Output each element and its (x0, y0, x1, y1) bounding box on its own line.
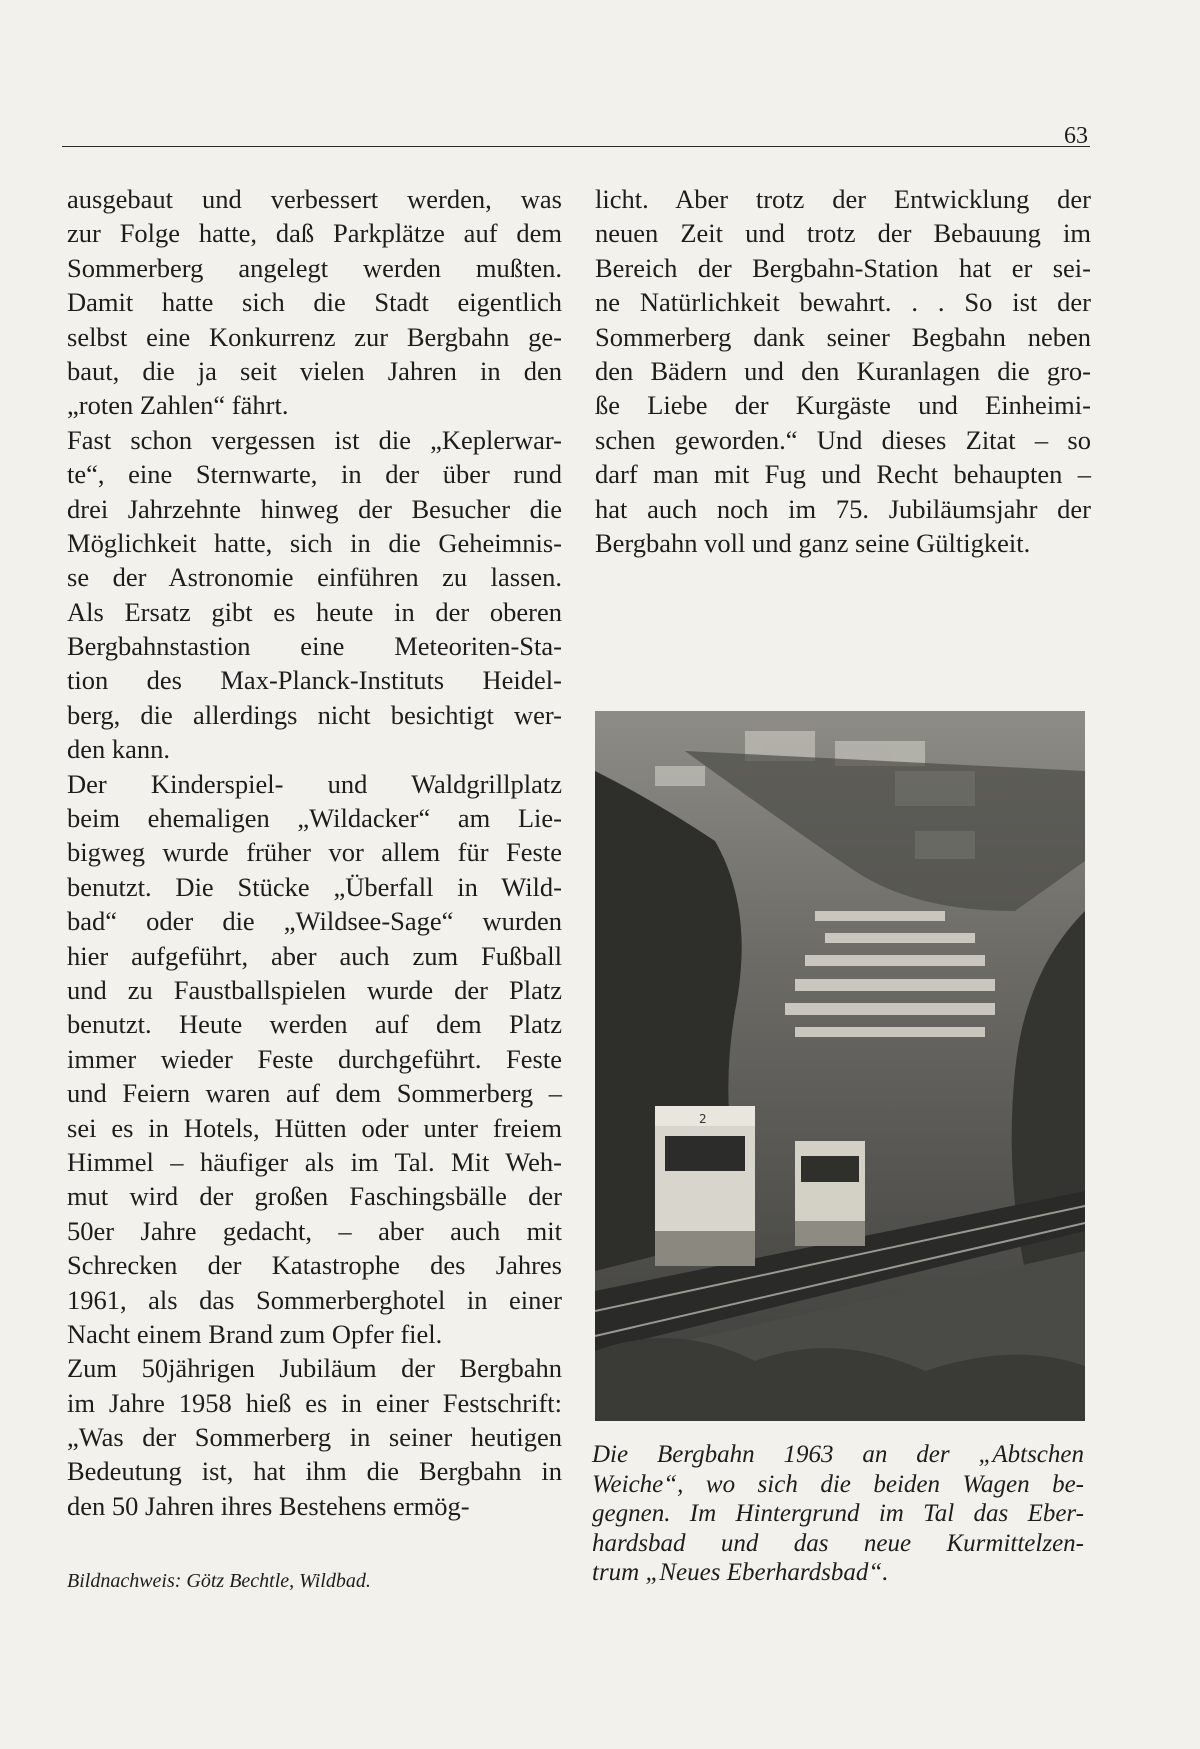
text-line: Sommerberg angelegt werden mußten. (67, 252, 562, 283)
text-line: ausgebaut und verbessert werden, was (67, 184, 562, 214)
text-line: berg, die allerdings nicht besichtigt wer- (67, 699, 562, 730)
left-column (67, 182, 562, 1523)
text-line: 1961, als das Sommerberghotel in einer (67, 1284, 562, 1315)
text-line: Nacht einem Brand zum Opfer fiel. (67, 1318, 443, 1349)
text-line: den 50 Jahren ihres Bestehens ermög- (67, 1490, 470, 1521)
text-line: darf man mit Fug und Recht behaupten – (595, 459, 1091, 490)
text-line: „roten Zahlen“ fährt. (67, 390, 289, 421)
text-line: tion des Max-Planck-Instituts Heidel- (67, 665, 562, 696)
text-line: ne Natürlichkeit bewahrt. . . So ist der (595, 287, 1091, 318)
text-line: se der Astronomie einführen zu lassen. (67, 562, 562, 593)
text-line: „Was der Sommerberg in seiner heutigen (67, 1422, 562, 1453)
text-line: Möglichkeit hatte, sich in die Geheimnis- (67, 527, 562, 558)
caption-line: Weiche“, wo sich die beiden Wagen be- (592, 1470, 1084, 1498)
text-line: bad“ oder die „Wildsee-Sage“ wurden (67, 906, 562, 937)
text-line: zur Folge hatte, daß Parkplätze auf dem (67, 218, 562, 249)
text-line: Der Kinderspiel- und Waldgrillplatz (67, 768, 562, 799)
photo-credit: Bildnachweis: Götz Bechtle, Wildbad. (67, 1570, 371, 1592)
text-line: und zu Faustballspielen wurde der Platz (67, 974, 562, 1005)
text-line: und Feiern waren auf dem Sommerberg – (67, 1078, 562, 1109)
text-line: Damit hatte sich die Stadt eigentlich (67, 287, 562, 318)
caption-line: trum „Neues Eberhardsbad“. (592, 1559, 889, 1586)
text-line: neuen Zeit und trotz der Bebauung im (595, 218, 1091, 249)
text-line: Sommerberg dank seiner Begbahn neben (595, 321, 1091, 352)
text-line: immer wieder Feste durchgeführt. Feste (67, 1043, 562, 1074)
text-line: im Jahre 1958 hieß es in einer Festschrift: (67, 1387, 562, 1418)
text-line: hier aufgeführt, aber auch zum Fußball (67, 940, 562, 971)
text-line: Bergbahn voll und ganz seine Gültigkeit. (595, 527, 1031, 558)
text-line: Bergbahnstastion eine Meteoriten-Sta- (67, 631, 562, 662)
text-line: mut wird der großen Faschingsbälle der (67, 1181, 562, 1212)
text-line: Himmel – häufiger als im Tal. Mit Weh- (67, 1146, 562, 1177)
funicular-photo (595, 711, 1085, 1421)
caption-line: Die Bergbahn 1963 an der „Abtschen (592, 1441, 1084, 1468)
text-line: drei Jahrzehnte hinweg der Besucher die (67, 493, 562, 524)
text-line: den Bädern und den Kuranlagen die gro- (595, 355, 1091, 386)
text-line: hat auch noch im 75. Jubiläumsjahr der (595, 493, 1091, 524)
text-line: schen geworden.“ Und dieses Zitat – so (595, 424, 1091, 455)
text-line: Als Ersatz gibt es heute in der oberen (67, 596, 562, 627)
text-line: beim ehemaligen „Wildacker“ am Lie- (67, 803, 562, 834)
header-rule (62, 146, 1090, 147)
text-line: licht. Aber trotz der Entwicklung der (595, 184, 1091, 214)
page-number: 63 (1064, 123, 1088, 149)
text-line: Zum 50jährigen Jubiläum der Bergbahn (67, 1353, 562, 1384)
caption-line: gegnen. Im Hintergrund im Tal das Eber- (592, 1500, 1084, 1527)
text-line: benutzt. Heute werden auf dem Platz (67, 1009, 562, 1040)
text-line: 50er Jahre gedacht, – aber auch mit (67, 1215, 562, 1246)
text-line: sei es in Hotels, Hütten oder unter freiem (67, 1112, 562, 1143)
text-line: bigweg wurde früher vor allem für Feste (67, 837, 562, 868)
text-line: benutzt. Die Stücke „Überfall in Wild- (67, 871, 562, 902)
text-line: Bedeutung ist, hat ihm die Bergbahn in (67, 1456, 562, 1487)
text-line: Schrecken der Katastrophe des Jahres (67, 1250, 562, 1281)
text-line: ße Liebe der Kurgäste und Einheimi- (595, 390, 1091, 421)
caption-line: hardsbad und das neue Kurmittelzen- (592, 1529, 1084, 1557)
right-column (595, 182, 1091, 560)
text-line: te“, eine Sternwarte, in der über rund (67, 459, 562, 490)
text-line: Fast schon vergessen ist die „Keplerwar- (67, 424, 562, 455)
text-line: Bereich der Bergbahn-Station hat er sei- (595, 252, 1091, 283)
photo-caption (592, 1440, 1084, 1588)
text-line: baut, die ja seit vielen Jahren in den (67, 355, 562, 386)
funicular-photo-image (595, 711, 1085, 1421)
car-number: 2 (699, 1112, 707, 1126)
text-line: selbst eine Konkurrenz zur Bergbahn ge- (67, 321, 562, 352)
text-line: den kann. (67, 734, 171, 765)
